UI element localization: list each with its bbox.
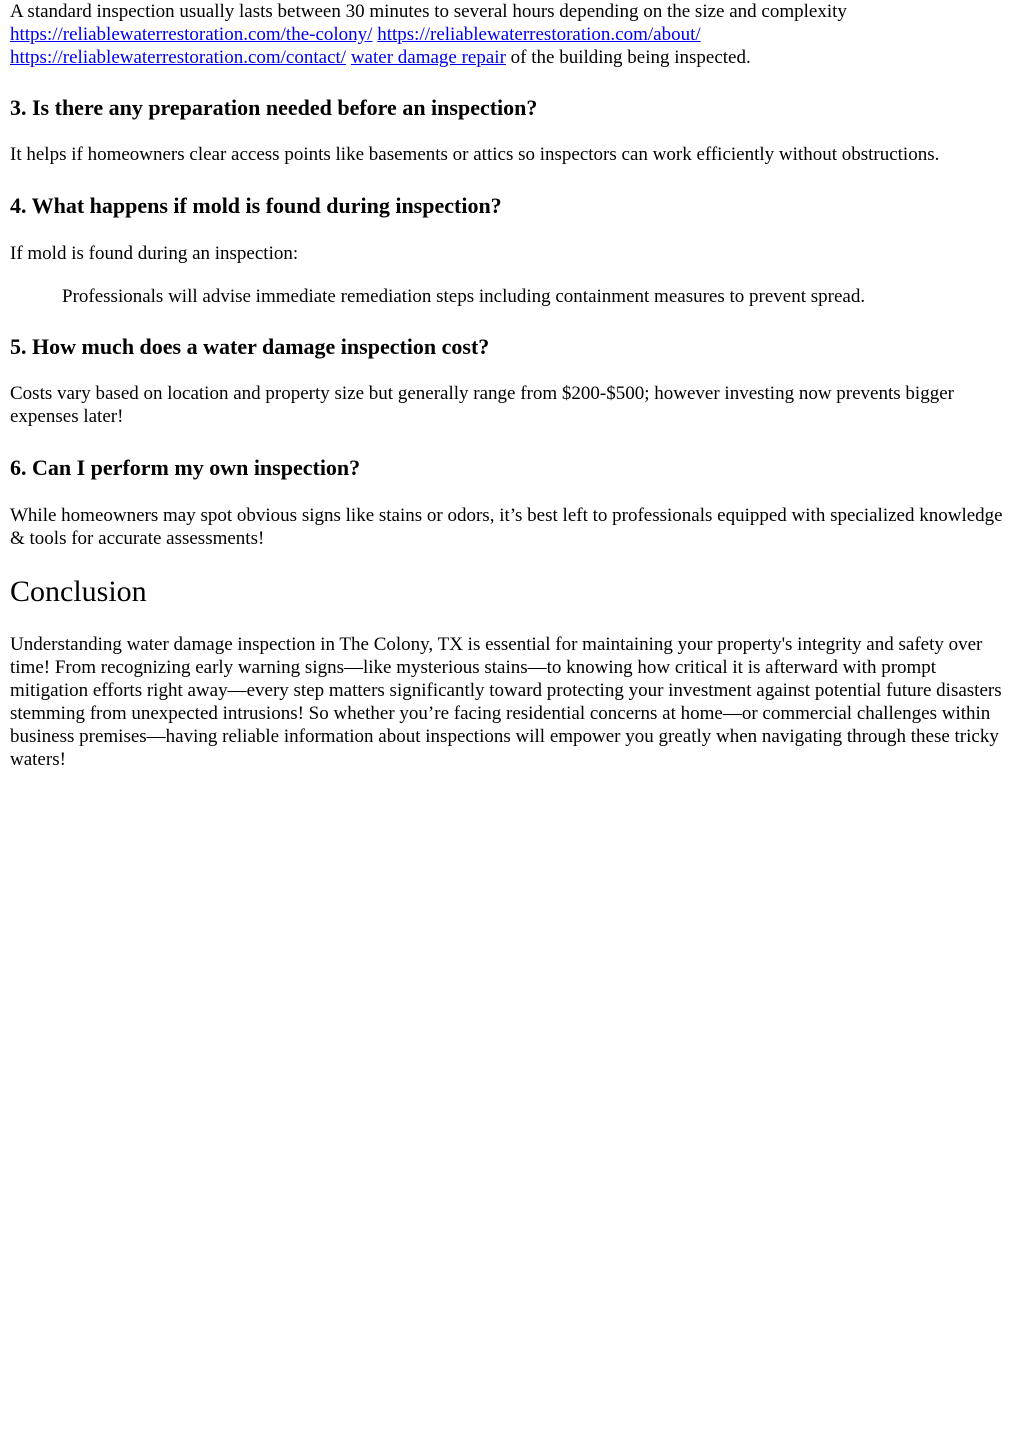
faq-question-4: 4. What happens if mold is found during inspection?	[10, 193, 502, 218]
intro-text-before: A standard inspection usually lasts between 30 minutes to several hours depending on the size and complexity	[10, 1, 847, 22]
faq-answer-5: Costs vary based on location and property size but generally range from $200-$500; however investing now prevents bigger expenses later!	[10, 383, 954, 427]
faq-answer-4: If mold is found during an inspection:	[10, 243, 299, 264]
conclusion-heading: Conclusion	[10, 575, 147, 608]
link-the-colony[interactable]: https://reliablewaterrestoration.com/the-colony/	[10, 24, 373, 45]
conclusion-paragraph: Understanding water damage inspection in The Colony, TX is essential for maintaining your property's integrity and safety over time! From recognizing early warning signs—like mysterious stains—to knowing how critical it is afterward with prompt mitigation efforts right away—every step matters significantly toward protecting your investment against potential future disasters stemming from unexpected intrusions! So whether you’re facing residential concerns at home—or commercial challenges within business premises—having reliable information about inspections will empower you greatly when navigating through these tricky waters!	[10, 634, 1002, 770]
intro-text-after: of the building being inspected.	[505, 47, 751, 68]
faq-answer-3: It helps if homeowners clear access points like basements or attics so inspectors can work efficiently without obstructions.	[10, 144, 940, 165]
link-water-damage-repair[interactable]: water damage repair	[350, 47, 506, 68]
link-about[interactable]: https://reliablewaterrestoration.com/about/	[377, 24, 701, 45]
faq-answer-6: While homeowners may spot obvious signs like stains or odors, it’s best left to professionals equipped with specialized knowledge & tools for accurate assessments!	[10, 505, 1003, 549]
faq-answer-4-list	[62, 285, 1014, 308]
faq-question-5: 5. How much does a water damage inspection cost?	[10, 334, 490, 359]
faq-question-6: 6. Can I perform my own inspection?	[10, 455, 361, 480]
link-contact[interactable]: https://reliablewaterrestoration.com/contact/	[10, 47, 347, 68]
list-item: Professionals will advise immediate remediation steps including containment measures to prevent spread.	[62, 286, 866, 307]
intro-paragraph	[10, 0, 1014, 69]
faq-question-3: 3. Is there any preparation needed before an inspection?	[10, 95, 538, 120]
